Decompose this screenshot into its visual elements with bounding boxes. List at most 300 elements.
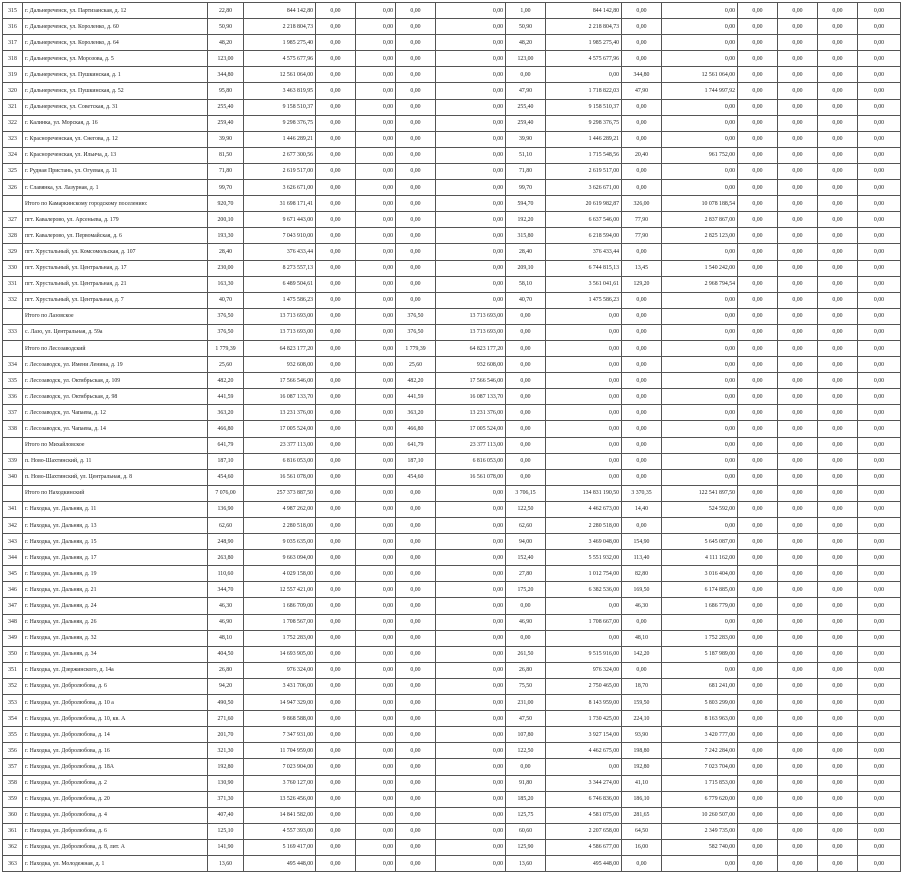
table-row	[3, 791, 901, 807]
table-row	[3, 855, 901, 871]
value-cell: 641,79	[208, 437, 244, 453]
address-cell: г. Находка, ул. Дзержинского, д. 14а	[23, 662, 208, 678]
value-cell: 0,00	[316, 453, 356, 469]
value-cell: 0,00	[818, 791, 858, 807]
value-cell: 0,00	[662, 340, 738, 356]
table-row	[3, 743, 901, 759]
table-row	[3, 83, 901, 99]
value-cell: 0,00	[818, 35, 858, 51]
table-row	[3, 775, 901, 791]
subtotal-row	[3, 485, 901, 501]
value-cell: 4 575 677,96	[546, 51, 622, 67]
value-cell: 8 143 959,00	[546, 695, 622, 711]
address-cell: г. Находка, ул. Дальняя, д. 13	[23, 518, 208, 534]
value-cell: 152,40	[506, 550, 546, 566]
value-cell: 0,00	[662, 855, 738, 871]
value-cell: 0,00	[738, 147, 778, 163]
value-cell: 0,00	[356, 35, 396, 51]
value-cell: 0,00	[546, 308, 622, 324]
value-cell: 0,00	[858, 711, 901, 727]
row-number-cell: 335	[3, 373, 23, 389]
value-cell: 3 370,35	[622, 485, 662, 501]
value-cell: 0,00	[436, 51, 506, 67]
value-cell: 0,00	[858, 550, 901, 566]
value-cell: 0,00	[356, 646, 396, 662]
value-cell: 230,00	[208, 260, 244, 276]
value-cell: 0,00	[738, 163, 778, 179]
value-cell: 0,00	[622, 373, 662, 389]
row-number-cell: 344	[3, 550, 23, 566]
value-cell: 125,75	[506, 807, 546, 823]
value-cell: 0,00	[778, 115, 818, 131]
value-cell: 0,00	[738, 582, 778, 598]
address-cell: г. Калинка, ул. Морская, д. 16	[23, 115, 208, 131]
value-cell: 2 619 517,00	[546, 163, 622, 179]
value-cell: 0,00	[316, 630, 356, 646]
value-cell: 122,50	[506, 743, 546, 759]
value-cell: 582 740,00	[662, 839, 738, 855]
value-cell: 0,00	[316, 389, 356, 405]
value-cell: 0,00	[546, 357, 622, 373]
value-cell: 0,00	[356, 308, 396, 324]
value-cell: 0,00	[356, 99, 396, 115]
table-row	[3, 453, 901, 469]
value-cell: 0,00	[858, 373, 901, 389]
table-row	[3, 260, 901, 276]
value-cell: 0,00	[818, 711, 858, 727]
value-cell: 4 029 158,00	[244, 566, 316, 582]
value-cell: 344,80	[208, 67, 244, 83]
value-cell: 23 377 113,00	[244, 437, 316, 453]
value-cell: 920,70	[208, 196, 244, 212]
value-cell: 125,90	[506, 839, 546, 855]
value-cell: 0,00	[506, 373, 546, 389]
value-cell: 0,00	[316, 469, 356, 485]
value-cell: 0,00	[858, 469, 901, 485]
value-cell: 0,00	[356, 678, 396, 694]
value-cell: 0,00	[622, 421, 662, 437]
value-cell: 844 142,80	[244, 3, 316, 19]
value-cell: 0,00	[818, 453, 858, 469]
table-body	[3, 3, 901, 872]
value-cell: 0,00	[506, 469, 546, 485]
table-row	[3, 630, 901, 646]
value-cell: 376,50	[396, 324, 436, 340]
address-cell: г. Находка, ул. Дальняя, д. 21	[23, 582, 208, 598]
value-cell: 0,00	[316, 582, 356, 598]
value-cell: 0,00	[778, 598, 818, 614]
value-cell: 0,00	[858, 260, 901, 276]
value-cell: 376 433,44	[244, 244, 316, 260]
value-cell: 6 746 836,00	[546, 791, 622, 807]
value-cell: 0,00	[818, 308, 858, 324]
value-cell: 0,00	[316, 196, 356, 212]
value-cell: 0,00	[778, 662, 818, 678]
table-row	[3, 469, 901, 485]
value-cell: 0,00	[778, 711, 818, 727]
value-cell: 6 816 053,00	[244, 453, 316, 469]
value-cell: 99,70	[506, 180, 546, 196]
row-number-cell: 323	[3, 131, 23, 147]
value-cell: 0,00	[662, 662, 738, 678]
value-cell: 0,00	[738, 775, 778, 791]
value-cell: 1 446 289,21	[244, 131, 316, 147]
value-cell: 22,80	[208, 3, 244, 19]
table-row	[3, 421, 901, 437]
value-cell: 71,80	[506, 163, 546, 179]
value-cell: 0,00	[738, 807, 778, 823]
table-row	[3, 389, 901, 405]
value-cell: 47,50	[506, 711, 546, 727]
value-cell: 185,20	[506, 791, 546, 807]
value-cell: 13 231 376,00	[244, 405, 316, 421]
value-cell: 0,00	[316, 180, 356, 196]
table-row	[3, 582, 901, 598]
value-cell: 0,00	[818, 807, 858, 823]
value-cell: 1 779,39	[208, 340, 244, 356]
value-cell: 0,00	[356, 839, 396, 855]
table-row	[3, 711, 901, 727]
value-cell: 18,70	[622, 678, 662, 694]
address-cell: п. Ново-Шахтинский, д. 11	[23, 453, 208, 469]
value-cell: 0,00	[396, 646, 436, 662]
value-cell: 2 207 658,00	[546, 823, 622, 839]
value-cell: 13,60	[208, 855, 244, 871]
value-cell: 0,00	[546, 373, 622, 389]
value-cell: 0,00	[818, 743, 858, 759]
value-cell: 0,00	[316, 437, 356, 453]
value-cell: 0,00	[738, 83, 778, 99]
value-cell: 0,00	[818, 678, 858, 694]
value-cell: 0,00	[778, 292, 818, 308]
value-cell: 0,00	[316, 373, 356, 389]
value-cell: 0,00	[356, 373, 396, 389]
value-cell: 8 163 963,00	[662, 711, 738, 727]
value-cell: 231,00	[506, 695, 546, 711]
table-row	[3, 99, 901, 115]
value-cell: 0,00	[778, 534, 818, 550]
value-cell: 0,00	[858, 566, 901, 582]
value-cell: 0,00	[396, 582, 436, 598]
value-cell: 0,00	[622, 180, 662, 196]
table-row	[3, 614, 901, 630]
value-cell: 136,90	[208, 501, 244, 517]
value-cell: 0,00	[546, 405, 622, 421]
value-cell: 0,00	[818, 163, 858, 179]
table-row	[3, 405, 901, 421]
value-cell: 58,10	[506, 276, 546, 292]
value-cell: 0,00	[778, 99, 818, 115]
row-number-cell: 362	[3, 839, 23, 855]
value-cell: 0,00	[316, 421, 356, 437]
value-cell: 0,00	[356, 147, 396, 163]
value-cell: 0,00	[738, 485, 778, 501]
value-cell: 0,00	[818, 99, 858, 115]
value-cell: 0,00	[546, 453, 622, 469]
value-cell: 0,00	[436, 662, 506, 678]
value-cell: 961 752,00	[662, 147, 738, 163]
value-cell: 0,00	[316, 308, 356, 324]
address-cell: г. Находка, ул. Дальняя, д. 32	[23, 630, 208, 646]
value-cell: 641,79	[396, 437, 436, 453]
value-cell: 482,20	[396, 373, 436, 389]
value-cell: 169,50	[622, 582, 662, 598]
table-row	[3, 228, 901, 244]
address-cell: г. Находка, ул. Добролюбова, д. 20	[23, 791, 208, 807]
row-number-cell: 351	[3, 662, 23, 678]
value-cell: 0,00	[818, 389, 858, 405]
value-cell: 0,00	[356, 3, 396, 19]
value-cell: 0,00	[356, 180, 396, 196]
value-cell: 0,00	[818, 630, 858, 646]
value-cell: 7 023 904,00	[244, 759, 316, 775]
value-cell: 454,60	[396, 469, 436, 485]
value-cell: 0,00	[546, 421, 622, 437]
value-cell: 0,00	[356, 324, 396, 340]
value-cell: 7 023 704,00	[662, 759, 738, 775]
value-cell: 0,00	[316, 276, 356, 292]
row-number-cell	[3, 340, 23, 356]
value-cell: 0,00	[436, 196, 506, 212]
value-cell: 932 608,00	[436, 357, 506, 373]
address-cell: Итого по Лазовское	[23, 308, 208, 324]
row-number-cell: 316	[3, 19, 23, 35]
row-number-cell: 343	[3, 534, 23, 550]
value-cell: 0,00	[738, 839, 778, 855]
value-cell: 200,10	[208, 212, 244, 228]
value-cell: 0,00	[316, 324, 356, 340]
value-cell: 13 713 693,00	[436, 308, 506, 324]
value-cell: 0,00	[316, 711, 356, 727]
value-cell: 0,00	[818, 582, 858, 598]
value-cell: 0,00	[396, 823, 436, 839]
row-number-cell: 349	[3, 630, 23, 646]
table-row	[3, 324, 901, 340]
value-cell: 441,59	[208, 389, 244, 405]
value-cell: 0,00	[436, 630, 506, 646]
value-cell: 0,00	[356, 614, 396, 630]
row-number-cell: 361	[3, 823, 23, 839]
value-cell: 0,00	[316, 357, 356, 373]
value-cell: 64 823 177,20	[244, 340, 316, 356]
value-cell: 1 985 275,40	[244, 35, 316, 51]
value-cell: 1 744 997,92	[662, 83, 738, 99]
address-cell: п. Ново-Шахтинский, ул. Центральная, д. 8	[23, 469, 208, 485]
row-number-cell: 360	[3, 807, 23, 823]
value-cell: 0,00	[858, 791, 901, 807]
address-cell: г. Находка, ул. Молодежная, д. 1	[23, 855, 208, 871]
value-cell: 0,00	[818, 855, 858, 871]
value-cell: 3 469 048,00	[546, 534, 622, 550]
value-cell: 46,90	[506, 614, 546, 630]
value-cell: 0,00	[738, 308, 778, 324]
value-cell: 0,00	[778, 695, 818, 711]
value-cell: 48,10	[208, 630, 244, 646]
value-cell: 26,80	[208, 662, 244, 678]
value-cell: 371,30	[208, 791, 244, 807]
value-cell: 129,20	[622, 276, 662, 292]
value-cell: 0,00	[436, 582, 506, 598]
value-cell: 0,00	[662, 389, 738, 405]
table-row	[3, 759, 901, 775]
address-cell: г. Лесозаводск, ул. Чапаева, д. 12	[23, 405, 208, 421]
value-cell: 0,00	[858, 3, 901, 19]
value-cell: 0,00	[818, 180, 858, 196]
value-cell: 363,20	[208, 405, 244, 421]
row-number-cell: 342	[3, 518, 23, 534]
value-cell: 0,00	[858, 163, 901, 179]
value-cell: 50,90	[208, 19, 244, 35]
value-cell: 0,00	[858, 437, 901, 453]
value-cell: 0,00	[622, 51, 662, 67]
row-number-cell: 333	[3, 324, 23, 340]
value-cell: 0,00	[778, 582, 818, 598]
table-row	[3, 807, 901, 823]
value-cell: 0,00	[662, 51, 738, 67]
value-cell: 6 489 504,61	[244, 276, 316, 292]
value-cell: 0,00	[738, 405, 778, 421]
table-row	[3, 839, 901, 855]
value-cell: 1 686 779,00	[662, 598, 738, 614]
value-cell: 113,40	[622, 550, 662, 566]
value-cell: 0,00	[436, 3, 506, 19]
value-cell: 0,00	[316, 855, 356, 871]
value-cell: 0,00	[396, 260, 436, 276]
value-cell: 187,10	[396, 453, 436, 469]
value-cell: 0,00	[356, 550, 396, 566]
value-cell: 0,00	[316, 839, 356, 855]
table-row	[3, 51, 901, 67]
value-cell: 0,00	[356, 83, 396, 99]
value-cell: 0,00	[662, 19, 738, 35]
value-cell: 0,00	[778, 3, 818, 19]
value-cell: 48,20	[506, 35, 546, 51]
value-cell: 110,60	[208, 566, 244, 582]
value-cell: 0,00	[356, 260, 396, 276]
value-cell: 0,00	[778, 389, 818, 405]
address-cell: пгт. Кавалерово, ул. Первомайская, д. 6	[23, 228, 208, 244]
value-cell: 0,00	[738, 292, 778, 308]
value-cell: 0,00	[356, 485, 396, 501]
value-cell: 0,00	[662, 437, 738, 453]
value-cell: 192,80	[622, 759, 662, 775]
value-cell: 0,00	[858, 19, 901, 35]
value-cell: 0,00	[738, 228, 778, 244]
value-cell: 0,00	[506, 308, 546, 324]
table-row	[3, 598, 901, 614]
value-cell: 490,50	[208, 695, 244, 711]
value-cell: 0,00	[546, 324, 622, 340]
value-cell: 0,00	[622, 308, 662, 324]
value-cell: 259,40	[208, 115, 244, 131]
value-cell: 4 557 393,00	[244, 823, 316, 839]
value-cell: 0,00	[316, 147, 356, 163]
value-cell: 0,00	[778, 324, 818, 340]
value-cell: 0,00	[356, 759, 396, 775]
value-cell: 0,00	[436, 839, 506, 855]
value-cell: 3 561 041,61	[546, 276, 622, 292]
value-cell: 0,00	[858, 228, 901, 244]
row-number-cell: 328	[3, 228, 23, 244]
table-row	[3, 67, 901, 83]
value-cell: 1 752 283,00	[244, 630, 316, 646]
value-cell: 255,40	[208, 99, 244, 115]
value-cell: 201,70	[208, 727, 244, 743]
value-cell: 0,00	[316, 51, 356, 67]
value-cell: 0,00	[738, 534, 778, 550]
value-cell: 0,00	[316, 662, 356, 678]
value-cell: 0,00	[858, 485, 901, 501]
value-cell: 2 968 794,54	[662, 276, 738, 292]
value-cell: 681 241,00	[662, 678, 738, 694]
value-cell: 0,00	[356, 855, 396, 871]
value-cell: 0,00	[546, 437, 622, 453]
value-cell: 0,00	[506, 67, 546, 83]
value-cell: 326,00	[622, 196, 662, 212]
value-cell: 12 561 064,00	[662, 67, 738, 83]
value-cell: 0,00	[818, 83, 858, 99]
value-cell: 0,00	[662, 115, 738, 131]
value-cell: 0,00	[778, 823, 818, 839]
row-number-cell: 356	[3, 743, 23, 759]
value-cell: 0,00	[738, 791, 778, 807]
value-cell: 0,00	[738, 357, 778, 373]
value-cell: 0,00	[858, 276, 901, 292]
value-cell: 154,90	[622, 534, 662, 550]
address-cell: г. Дальнереченск, ул. Морозова, д. 5	[23, 51, 208, 67]
value-cell: 5 551 932,00	[546, 550, 622, 566]
value-cell: 0,00	[778, 260, 818, 276]
value-cell: 0,00	[778, 131, 818, 147]
value-cell: 0,00	[858, 212, 901, 228]
value-cell: 0,00	[778, 469, 818, 485]
value-cell: 0,00	[396, 51, 436, 67]
value-cell: 0,00	[858, 292, 901, 308]
value-cell: 0,00	[436, 695, 506, 711]
value-cell: 0,00	[858, 823, 901, 839]
value-cell: 0,00	[818, 775, 858, 791]
value-cell: 0,00	[778, 485, 818, 501]
value-cell: 0,00	[778, 518, 818, 534]
value-cell: 0,00	[858, 630, 901, 646]
value-cell: 125,10	[208, 823, 244, 839]
value-cell: 48,20	[208, 35, 244, 51]
table-row	[3, 19, 901, 35]
value-cell: 0,00	[356, 405, 396, 421]
value-cell: 0,00	[778, 212, 818, 228]
value-cell: 0,00	[778, 35, 818, 51]
value-cell: 2 837 867,00	[662, 212, 738, 228]
value-cell: 0,00	[778, 646, 818, 662]
value-cell: 5 187 989,00	[662, 646, 738, 662]
value-cell: 0,00	[396, 212, 436, 228]
table-row	[3, 534, 901, 550]
value-cell: 0,00	[316, 775, 356, 791]
value-cell: 6 637 546,00	[546, 212, 622, 228]
row-number-cell: 334	[3, 357, 23, 373]
value-cell: 0,00	[356, 469, 396, 485]
address-cell: г. Находка, ул. Добролюбова, д. 8, лит. А	[23, 839, 208, 855]
value-cell: 0,00	[738, 711, 778, 727]
value-cell: 0,00	[316, 67, 356, 83]
value-cell: 193,30	[208, 228, 244, 244]
value-cell: 321,30	[208, 743, 244, 759]
value-cell: 4 462 675,00	[546, 743, 622, 759]
value-cell: 9 515 916,00	[546, 646, 622, 662]
value-cell: 64 823 177,20	[436, 340, 506, 356]
value-cell: 0,00	[662, 244, 738, 260]
value-cell: 3 016 404,00	[662, 566, 738, 582]
